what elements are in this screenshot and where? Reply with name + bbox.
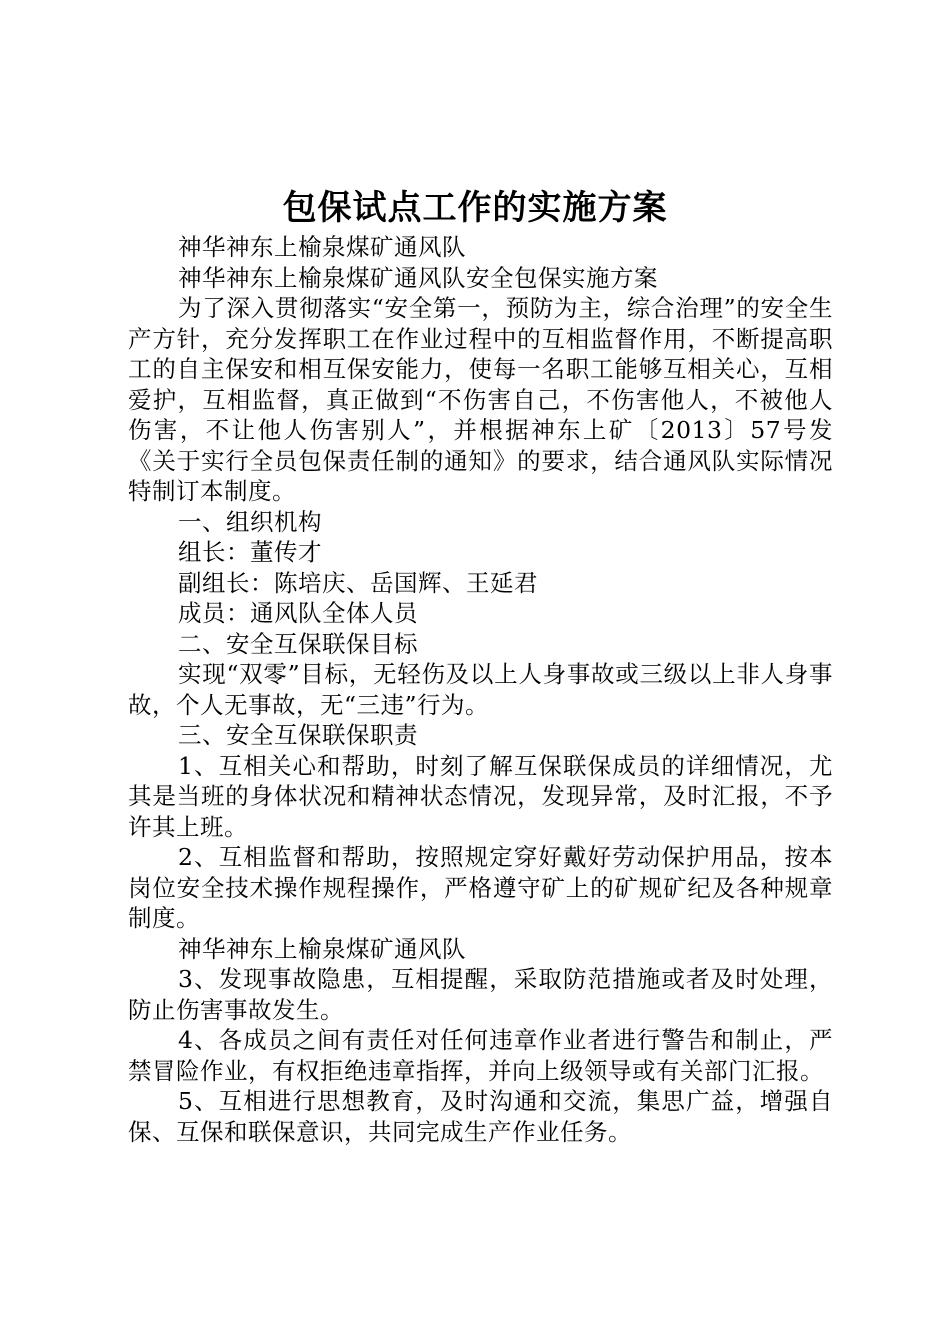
document-title: 包保试点工作的实施方案 [282,188,668,228]
paragraph-intro: 为了深入贯彻落实“安全第一，预防为主，综合治理”的安全生产方针，充分发挥职工在作业过程中的互相监督作用，不断提高职工的自主保安和相互保安能力，使每一名职工能够互相关心，互相爱护，互相监督，真正做到“不伤害自己，不伤害他人，不被他人伤害，不让他人伤害别人”，并根据神东上矿〔2013〕57号发《关于实行全员包保责任制的通知》的要求，结合通风队实际情况特制订本制度。 [128,294,833,505]
paragraph-goals: 实现“双零”目标，无轻伤及以上人身事故或三级以上非人身事故，个人无事故，无“三违”行为。 [128,660,833,719]
paragraph-deputy-leaders: 副组长：陈培庆、岳国辉、王延君 [178,568,538,597]
paragraph-duty-1: 1、互相关心和帮助，时刻了解互保联保成员的详细情况，尤其是当班的身体状况和精神状态情况，发现异常，及时汇报，不予许其上班。 [128,751,833,841]
paragraph-duty-4: 4、各成员之间有责任对任何违章作业者进行警告和制止，严禁冒险作业，有权拒绝违章指挥，并向上级领导或有关部门汇报。 [128,1026,833,1085]
paragraph-unit-name-repeat: 神华神东上榆泉煤矿通风队 [178,934,466,963]
paragraph-plan-name: 神华神东上榆泉煤矿通风队安全包保实施方案 [178,263,658,292]
paragraph-members: 成员：通风队全体人员 [178,599,418,627]
paragraph-unit-name: 神华神东上榆泉煤矿通风队 [178,233,466,261]
document-body [128,232,833,1147]
paragraph-duty-3: 3、发现事故隐患，互相提醒，采取防范措施或者及时处理，防止伤害事故发生。 [128,965,833,1024]
section-heading-organization: 一、组织机构 [178,507,322,536]
paragraph-leader: 组长：董传才 [178,538,322,566]
section-heading-duties: 三、安全互保联保职责 [178,721,418,749]
paragraph-duty-2: 2、互相监督和帮助，按照规定穿好戴好劳动保护用品，按本岗位安全技术操作规程操作，严格遵守矿上的矿规矿纪及各种规章制度。 [128,843,833,932]
section-heading-goals: 二、安全互保联保目标 [178,629,418,658]
paragraph-duty-5: 5、互相进行思想教育，及时沟通和交流，集思广益，增强自保、互保和联保意识，共同完成生产作业任务。 [128,1087,833,1146]
